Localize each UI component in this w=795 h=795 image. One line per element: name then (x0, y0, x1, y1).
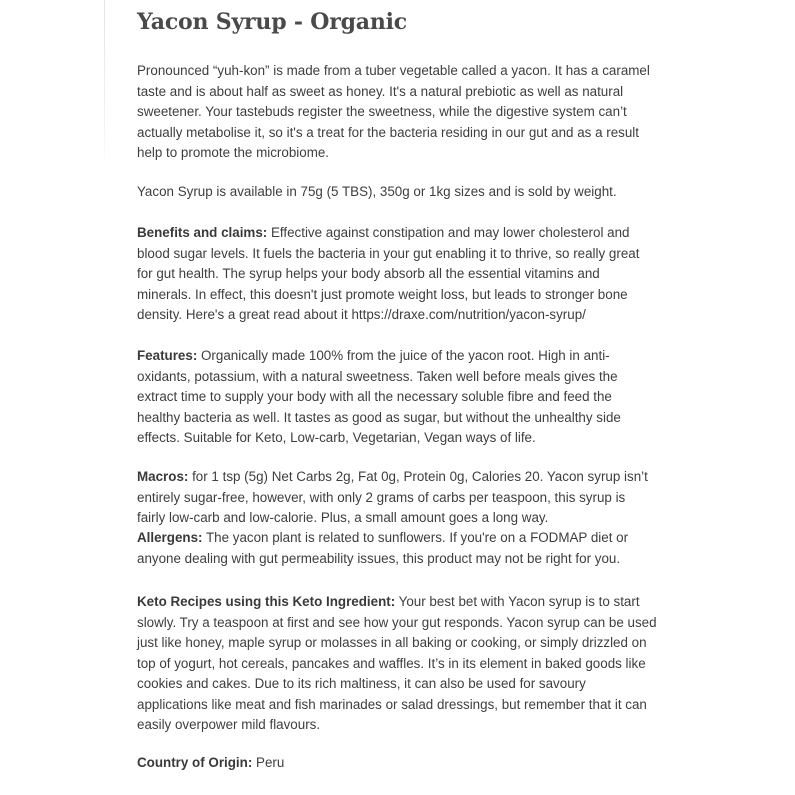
product-title: Yacon Syrup - Organic (137, 9, 408, 35)
origin-label: Country of Origin: (137, 755, 253, 770)
macros-label: Macros: (137, 469, 189, 484)
allergens-label: Allergens: (137, 530, 203, 545)
macros-paragraph (137, 467, 657, 529)
macros-text: for 1 tsp (5g) Net Carbs 2g, Fat 0g, Protein 0g, Calories 20. Yacon syrup isn’t entirely sugar-free, however, with only 2 grams of carbs per teaspoon, this syrup is fairly low-carb and low-calorie. Plus, a small amount goes a long way. (137, 469, 648, 525)
recipes-paragraph (137, 592, 657, 736)
origin-text: Peru (252, 755, 285, 770)
recipes-label: Keto Recipes using this Keto Ingredient: (137, 594, 396, 609)
allergens-text: The yacon plant is related to sunflowers. If you're on a FODMAP diet or anyone dealing with gut permeability issues, this product may not be right for you. (137, 530, 629, 566)
benefits-text: Effective against constipation and may lower cholesterol and blood sugar levels. It fuels the bacteria in your gut enabling it to thrive, so really great for gut health. The syrup helps your body absorb all the essential vitamins and minerals. In effect, this doesn't just promote weight loss, but leads to stronger bone density. Here's a great read about it https://draxe.com/nutrition/yacon-syrup/ (137, 225, 640, 322)
benefits-paragraph (137, 223, 657, 326)
features-label: Features: (137, 348, 198, 363)
features-text: Organically made 100% from the juice of the yacon root. High in anti-oxidants, potassium, with a natural sweetness. Taken well before meals gives the extract time to supply your body with all the necessary soluble fibre and feed the healthy bacteria as well. It tastes as good as sugar, but without the unhealthy side effects. Suitable for Keto, Low-carb, Vegetarian, Vegan ways of life. (137, 348, 621, 445)
intro-paragraph: Pronounced “yuh-kon” is made from a tuber vegetable called a yacon. It has a caramel taste and is about half as sweet as honey. It's a natural prebiotic as well as natural sweetener. Your tastebuds register the sweetness, while the digestive system can’t actually metabolise it, so it's a treat for the bacteria residing in our gut and as a result help to promote the microbiome. (137, 63, 650, 160)
left-divider (104, 0, 105, 170)
recipes-text: Your best bet with Yacon syrup is to start slowly. Try a teaspoon at first and see how your gut responds. Yacon syrup can be used just like honey, maple syrup or molasses in all baking or cooking, or simply drizzled on top of yogurt, hot cereals, pancakes and waffles. It’s in its element in baked goods like cookies and cakes. Due to its rich maltiness, it can also be used for savoury applications like meat and fish marinades or salad dressings, but remember that it can easily overpower mild flavours. (137, 594, 657, 732)
allergens-paragraph (137, 528, 657, 569)
origin-paragraph (137, 753, 657, 774)
benefits-label: Benefits and claims: (137, 225, 268, 240)
features-paragraph (137, 346, 657, 449)
availability-paragraph: Yacon Syrup is available in 75g (5 TBS), 350g or 1kg sizes and is sold by weight. (137, 184, 617, 199)
